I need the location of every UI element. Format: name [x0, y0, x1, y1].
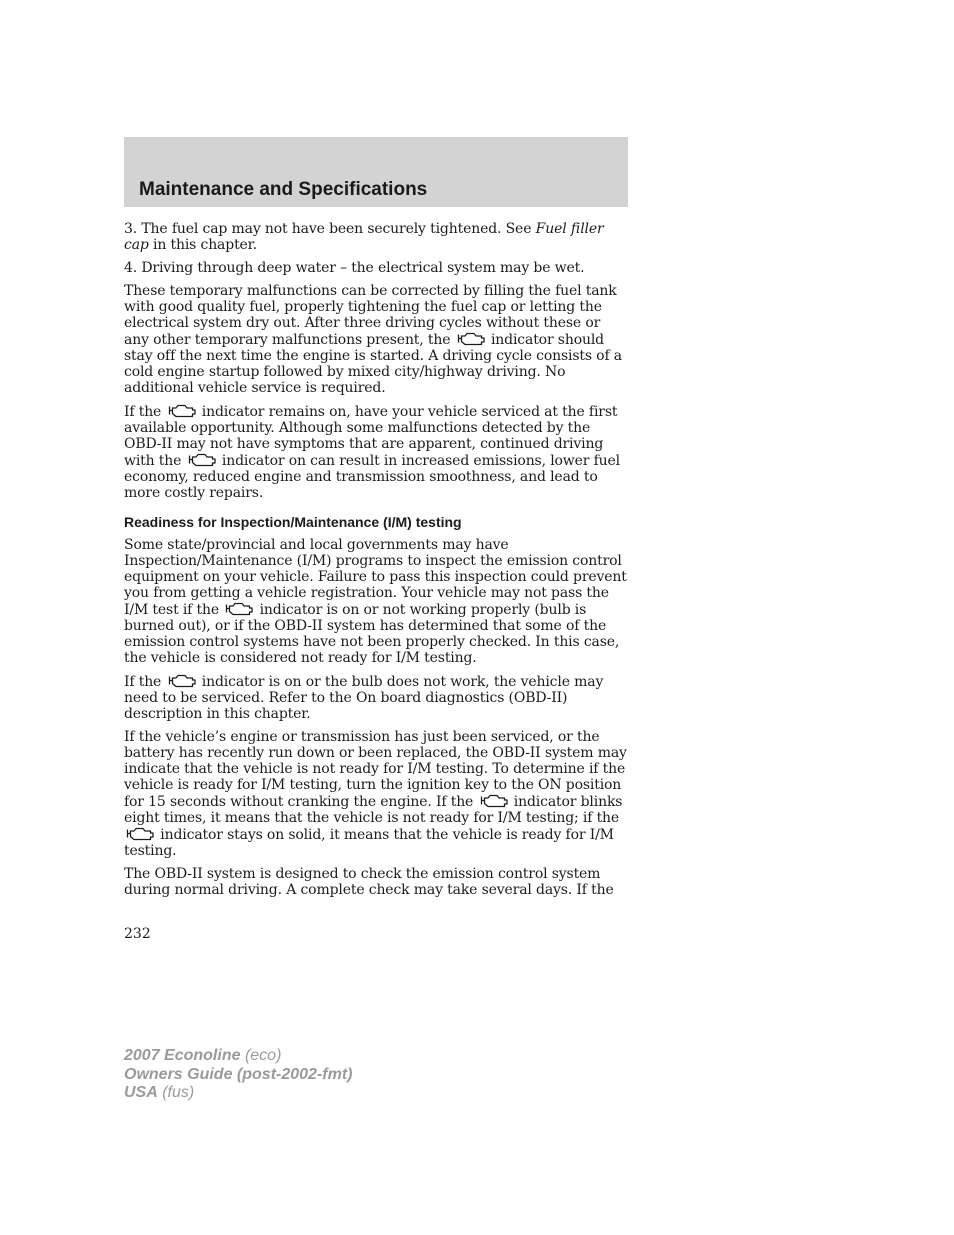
check-engine-icon	[187, 452, 217, 468]
readiness-heading: Readiness for Inspection/Maintenance (I/M) testing	[124, 514, 462, 530]
check-engine-icon	[456, 331, 486, 347]
paragraph-deep-water: 4. Driving through deep water – the electrical system may be wet.	[124, 260, 585, 276]
footer-model-line: 2007 Econoline (eco)	[124, 1047, 282, 1064]
section-header-band	[124, 137, 628, 207]
cross-reference: Fuel filler cap	[124, 221, 604, 253]
paragraph-bulb-not-working: If the indicator is on or the bulb does not work, the vehicle may need to be serviced. Refer to the On board diagnostics (OBD-II) description in this chapter.	[124, 674, 604, 722]
section-title: Maintenance and Specifications	[139, 179, 428, 200]
check-engine-icon	[167, 673, 197, 689]
document-footer	[124, 1047, 352, 1103]
page-body	[124, 221, 628, 905]
footer-guide-line: Owners Guide (post-2002-fmt)	[124, 1065, 353, 1083]
paragraph-readiness-check: If the vehicle’s engine or transmission has just been serviced, or the battery has recently run down or been replaced, the OBD-II system may indicate that the vehicle is not ready for I/M testing. To determine if the vehicle is ready for I/M testing, turn the ignition key to the ON position for 15 seconds without cranking the engine. If the indicator blinks eight times, it means that the vehicle is not ready for I/M testing; if the indicator stays on solid, it means that the vehicle is ready for I/M testing.	[124, 729, 627, 859]
paragraph-im-programs: Some state/provincial and local governments may have Inspection/Maintenance (I/M) programs to inspect the emission control equipment on your vehicle. Failure to pass this inspection could prevent you from getting a vehicle registration. Your vehicle may not pass the I/M test if the indicator is on or not working properly (bulb is burned out), or if the OBD-II system has determined that some of the emission control systems have not been properly checked. In this case, the vehicle is considered not ready for I/M testing.	[124, 537, 627, 666]
check-engine-icon	[125, 826, 155, 842]
page-number: 232	[124, 926, 151, 942]
paragraph-temporary-malfunctions: These temporary malfunctions can be corrected by filling the fuel tank with good quality fuel, properly tightening the fuel cap or letting the electrical system dry out. After three driving cycles without these or any other temporary malfunctions present, the indicator should stay off the next time the engine is started. A driving cycle consists of a cold engine startup followed by mixed city/highway driving. No additional vehicle service is required.	[124, 283, 622, 396]
paragraph-fuel-cap: 3. The fuel cap may not have been securely tightened. See Fuel filler cap in this chapter.	[124, 221, 604, 253]
footer-market-line: USA (fus)	[124, 1084, 195, 1101]
check-engine-icon	[224, 601, 254, 617]
paragraph-obd-ii-design: The OBD-II system is designed to check the emission control system during normal driving. A complete check may take several days. If the	[124, 866, 614, 898]
check-engine-icon	[167, 403, 197, 419]
paragraph-indicator-remains-on: If the indicator remains on, have your vehicle serviced at the first available opportunity. Although some malfunctions detected by the OBD-II may not have symptoms that are apparent, continued driving with the indicator on can result in increased emissions, lower fuel economy, reduced engine and transmission smoothness, and lead to more costly repairs.	[124, 404, 620, 501]
check-engine-icon	[479, 793, 509, 809]
